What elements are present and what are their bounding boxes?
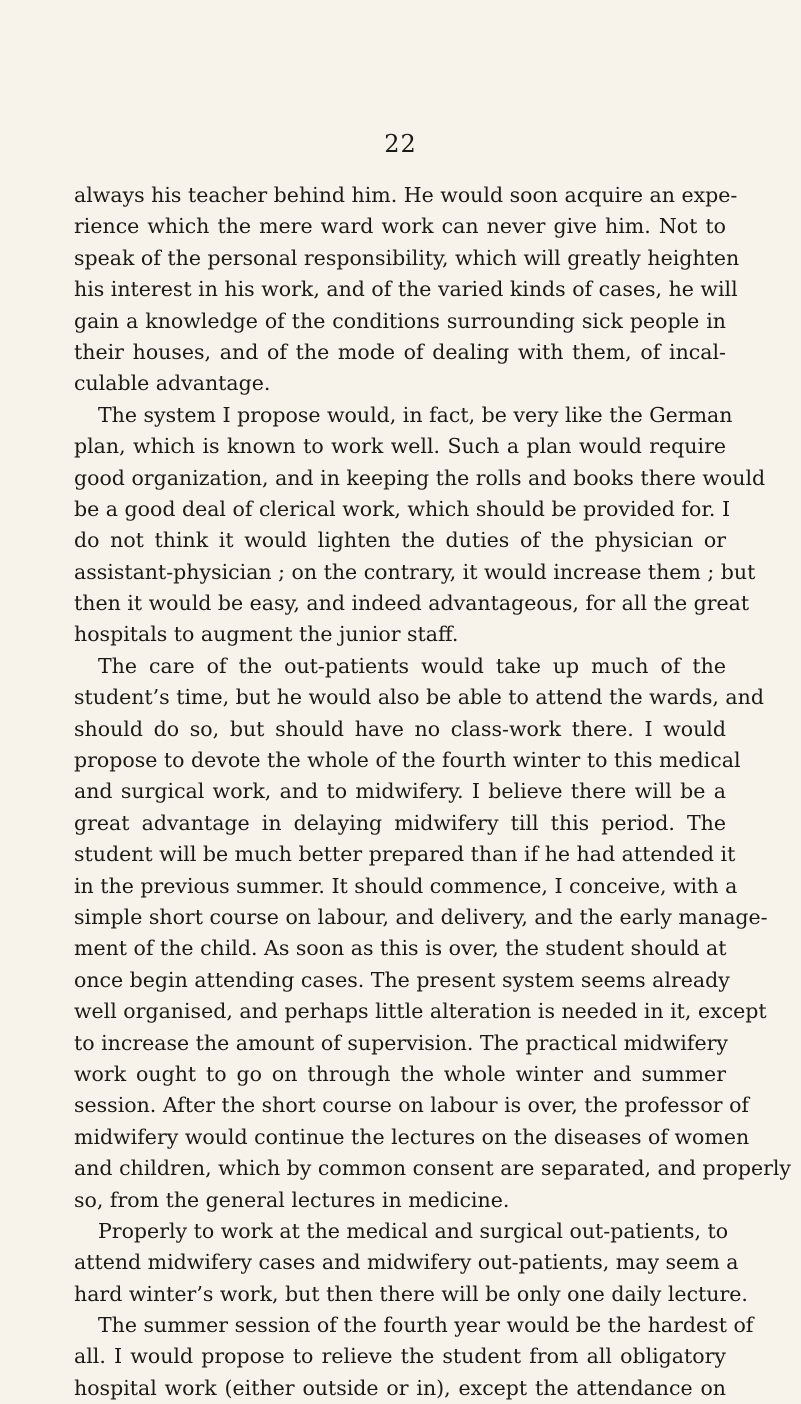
text-line: ment of the child. As soon as this is over, the student should at <box>74 936 727 961</box>
text-line: his interest in his work, and of the varied kinds of cases, he will <box>74 277 738 302</box>
text-line: then it would be easy, and indeed advantageous, for all the great <box>74 591 750 616</box>
text-line: rience which the mere ward work can never give him. Not to <box>74 214 726 239</box>
text-line: should do so, but should have no class-work there. I would <box>74 716 726 741</box>
text-line: Properly to work at the medical and surgical out-patients, to <box>98 1218 729 1243</box>
text-line: The system I propose would, in fact, be very like the German <box>98 402 733 427</box>
text-line: simple short course on labour, and delivery, and the early manage- <box>74 904 768 929</box>
text-line: great advantage in delaying midwifery till this period. The <box>74 810 726 835</box>
text-line: hospitals to augment the junior staff. <box>74 622 459 647</box>
text-line: once begin attending cases. The present system seems already <box>74 967 730 992</box>
body-text <box>74 180 792 1404</box>
text-line: good organization, and in keeping the rolls and books there would <box>74 465 766 490</box>
text-line: hospital work (either outside or in), except the attendance on <box>74 1375 726 1400</box>
text-line: do not think it would lighten the duties of the physician or <box>74 528 726 553</box>
text-line: in the previous summer. It should commence, I conceive, with a <box>74 873 738 898</box>
text-line: their houses, and of the mode of dealing with them, of incal- <box>74 339 726 364</box>
text-line: The summer session of the fourth year would be the hardest of <box>98 1313 754 1338</box>
text-line: student’s time, but he would also be able to attend the wards, and <box>74 685 764 710</box>
text-line: always his teacher behind him. He would soon acquire an expe- <box>74 183 738 207</box>
text-line: gain a knowledge of the conditions surrounding sick people in <box>74 308 726 333</box>
text-line: speak of the personal responsibility, which will greatly heighten <box>74 245 740 270</box>
text-line: student will be much better prepared than if he had attended it <box>74 842 736 867</box>
text-line: plan, which is known to work well. Such a plan would require <box>74 434 726 459</box>
text-line: all. I would propose to relieve the student from all obligatory <box>74 1344 726 1369</box>
text-line: session. After the short course on labour is over, the professor of <box>74 1093 749 1118</box>
text-line: so, from the general lectures in medicine. <box>74 1187 510 1212</box>
text-line: attend midwifery cases and midwifery out-patients, may seem a <box>74 1250 739 1275</box>
text-line: The care of the out-patients would take up much of the <box>98 653 726 678</box>
text-line: to increase the amount of supervision. The practical midwifery <box>74 1030 728 1055</box>
page-number: 22 <box>384 130 417 158</box>
text-line: assistant-physician ; on the contrary, it would increase them ; but <box>74 559 756 584</box>
text-line: hard winter’s work, but then there will be only one daily lecture. <box>74 1281 748 1306</box>
text-line: be a good deal of clerical work, which should be provided for. I <box>74 496 731 521</box>
text-line: and children, which by common consent are separated, and properly <box>74 1156 792 1181</box>
text-line: culable advantage. <box>74 371 271 396</box>
text-line: propose to devote the whole of the fourth winter to this medical <box>74 748 741 773</box>
text-line: midwifery would continue the lectures on the diseases of women <box>74 1124 750 1149</box>
text-line: work ought to go on through the whole winter and summer <box>74 1061 726 1086</box>
text-line: well organised, and perhaps little alteration is needed in it, except <box>74 999 767 1024</box>
text-line: and surgical work, and to midwifery. I believe there will be a <box>74 779 726 804</box>
